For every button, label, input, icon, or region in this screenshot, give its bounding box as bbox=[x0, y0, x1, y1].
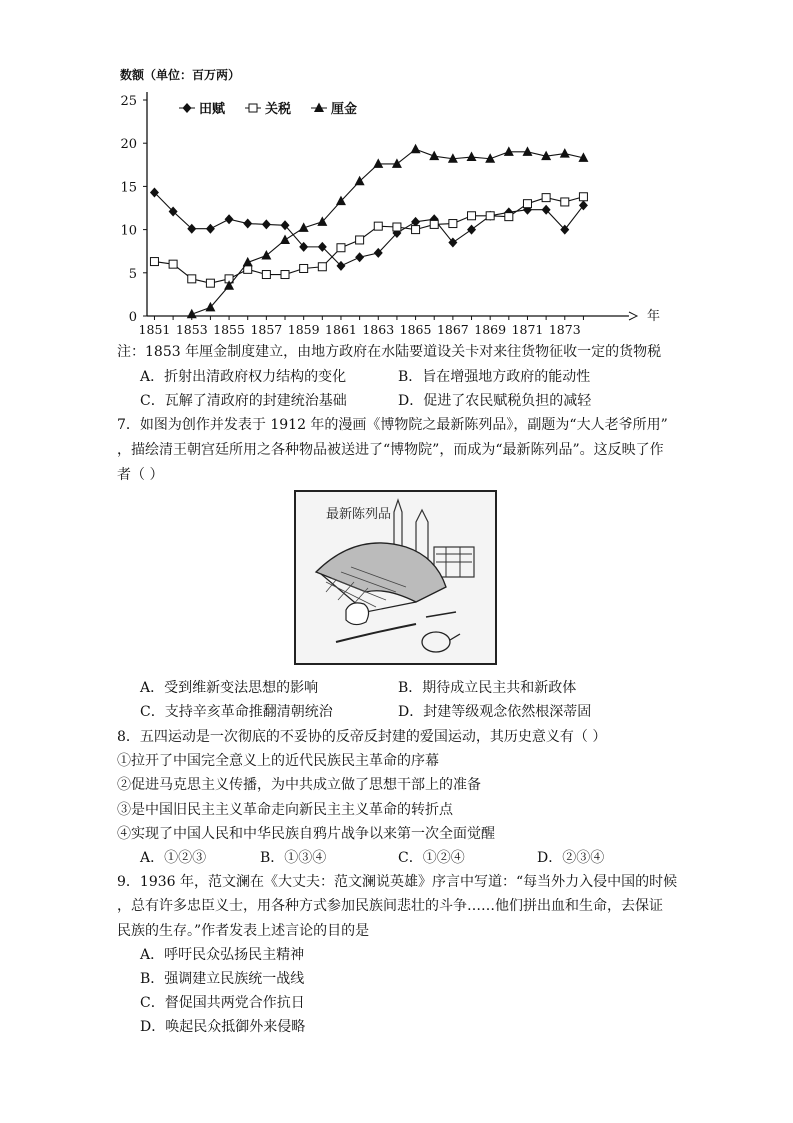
x-tick-label: 1869 bbox=[474, 322, 507, 337]
data-point-square bbox=[262, 271, 270, 279]
data-point-square bbox=[561, 198, 569, 206]
x-tick-label: 1865 bbox=[399, 322, 432, 337]
q9-stem-line-3: 民族的生存。”作者发表上述言论的目的是 bbox=[117, 923, 370, 939]
data-point-square bbox=[188, 275, 196, 283]
data-point-triangle bbox=[280, 234, 290, 244]
q8-stem: 8．五四运动是一次彻底的不妥协的反帝反封建的爱国运动，其历史意义有（ ） bbox=[117, 729, 607, 745]
x-tick-label: 1859 bbox=[287, 322, 320, 337]
data-point-square bbox=[374, 222, 382, 230]
y-tick-label: 0 bbox=[128, 310, 137, 325]
q6-option-b[interactable]: B．旨在增强地方政府的能动性 bbox=[398, 369, 591, 385]
q8-item-4: ④实现了中国人民和中华民族自鸦片战争以来第一次全面觉醒 bbox=[117, 826, 495, 842]
q7-stem-line-1: 7．如图为创作并发表于 1912 年的漫画《博物院之最新陈列品》，副题为“大人老爷所用” bbox=[117, 417, 668, 433]
cartoon-image bbox=[294, 490, 497, 665]
legend-label: 厘金 bbox=[331, 102, 358, 117]
data-point-diamond bbox=[262, 219, 271, 229]
q6-option-d[interactable]: D．促进了农民赋税负担的减轻 bbox=[398, 393, 592, 409]
data-point-diamond bbox=[225, 214, 234, 224]
q9-option-c[interactable]: C．督促国共两党合作抗日 bbox=[140, 995, 305, 1011]
q8-item-3: ③是中国旧民主主义革命走向新民主主义革命的转折点 bbox=[117, 802, 453, 818]
data-point-square bbox=[393, 223, 401, 231]
data-point-square bbox=[281, 271, 289, 279]
q7-option-c[interactable]: C．支持辛亥革命推翻清朝统治 bbox=[140, 704, 333, 720]
x-tick-label: 1867 bbox=[436, 322, 469, 337]
data-point-square bbox=[486, 212, 494, 220]
q7-stem-line-3: 者（ ） bbox=[117, 467, 164, 483]
data-point-square bbox=[542, 194, 550, 202]
y-tick-label: 20 bbox=[120, 137, 137, 153]
data-point-square bbox=[169, 260, 177, 268]
x-tick-label: 1873 bbox=[548, 322, 581, 337]
q7-option-b[interactable]: B．期待成立民主共和新政体 bbox=[398, 680, 577, 696]
q9-stem-line-1: 9．1936 年，范文澜在《大丈夫：范文澜说英雄》序言中写道：“每当外力入侵中国的时候 bbox=[117, 874, 678, 890]
data-point-square bbox=[449, 220, 457, 228]
x-tick-label: 1861 bbox=[325, 322, 357, 337]
data-point-triangle bbox=[355, 176, 365, 186]
data-point-square bbox=[468, 212, 476, 220]
x-axis-arrow bbox=[629, 312, 637, 320]
data-point-square bbox=[249, 104, 257, 112]
data-point-triangle bbox=[560, 148, 570, 158]
y-tick-label: 5 bbox=[128, 266, 137, 282]
data-point-triangle bbox=[504, 146, 514, 156]
x-tick-label: 1851 bbox=[138, 322, 171, 337]
q9-option-b[interactable]: B．强调建立民族统一战线 bbox=[140, 971, 305, 987]
data-point-square bbox=[150, 258, 158, 266]
y-tick-label: 15 bbox=[120, 180, 137, 196]
q7-option-a[interactable]: A．受到维新变法思想的影响 bbox=[140, 680, 319, 696]
q8-option-b[interactable]: B．①③④ bbox=[260, 850, 327, 866]
q8-item-2: ②促进马克思主义传播，为中共成立做了思想干部上的准备 bbox=[117, 777, 481, 793]
data-point-diamond bbox=[355, 252, 364, 262]
data-point-square bbox=[430, 220, 438, 228]
q6-option-a[interactable]: A．折射出清政府权力结构的变化 bbox=[140, 369, 347, 385]
x-axis-label: 年 bbox=[647, 309, 661, 324]
series-line-square bbox=[154, 197, 583, 283]
series-line-diamond bbox=[154, 192, 583, 265]
x-tick-label: 1871 bbox=[511, 322, 544, 337]
q9-option-d[interactable]: D．唤起民众抵御外来侵略 bbox=[140, 1019, 306, 1035]
data-point-square bbox=[356, 236, 364, 244]
q8-option-c[interactable]: C．①②④ bbox=[398, 850, 465, 866]
x-tick-label: 1855 bbox=[213, 322, 245, 337]
data-point-triangle bbox=[261, 250, 271, 260]
x-tick-label: 1857 bbox=[250, 322, 283, 337]
data-point-square bbox=[579, 193, 587, 201]
data-point-square bbox=[412, 226, 420, 234]
data-point-square bbox=[523, 200, 531, 208]
data-point-triangle bbox=[392, 158, 402, 168]
q9-option-a[interactable]: A．呼吁民众弘扬民主精神 bbox=[140, 947, 305, 963]
data-point-square bbox=[300, 264, 308, 272]
chart-note: 注：1853 年厘金制度建立，由地方政府在水陆要道设关卡对来往货物征收一定的货物税 bbox=[117, 344, 662, 360]
data-point-square bbox=[318, 263, 326, 271]
x-tick-label: 1863 bbox=[362, 322, 395, 337]
q7-stem-line-2: ，描绘清王朝宫廷所用之各种物品被送进了“博物院”，而成为“最新陈列品”。这反映了作 bbox=[117, 442, 664, 458]
x-tick-label: 1853 bbox=[175, 322, 208, 337]
cartoon-caption: 最新陈列品 bbox=[326, 507, 392, 522]
q9-stem-line-2: ，总有许多忠臣义士，用各种方式参加民族间悲壮的斗争……他们拼出血和生命，去保证 bbox=[117, 898, 663, 914]
q8-item-1: ①拉开了中国完全意义上的近代民族民主革命的序幕 bbox=[117, 753, 439, 769]
data-point-diamond bbox=[243, 219, 252, 229]
q6-option-c[interactable]: C．瓦解了清政府的封建统治基础 bbox=[140, 393, 347, 409]
revenue-line-chart bbox=[100, 86, 680, 346]
data-point-square bbox=[505, 213, 513, 221]
q8-option-d[interactable]: D．②③④ bbox=[537, 850, 605, 866]
data-point-diamond bbox=[183, 103, 192, 113]
chart-y-axis-label: 数额（单位：百万两） bbox=[120, 68, 241, 82]
legend-label: 关税 bbox=[265, 102, 292, 117]
q8-option-a[interactable]: A．①②③ bbox=[140, 850, 207, 866]
data-point-diamond bbox=[467, 225, 476, 235]
data-point-diamond bbox=[206, 224, 215, 234]
y-tick-label: 10 bbox=[120, 223, 137, 239]
data-point-triangle bbox=[522, 146, 532, 156]
legend-label: 田赋 bbox=[199, 102, 226, 117]
series-line-triangle bbox=[192, 149, 584, 314]
q7-option-d[interactable]: D．封建等级观念依然根深蒂固 bbox=[398, 704, 592, 720]
data-point-square bbox=[206, 279, 214, 287]
data-point-triangle bbox=[467, 152, 477, 162]
data-point-triangle bbox=[314, 103, 324, 113]
data-point-square bbox=[337, 244, 345, 252]
data-point-triangle bbox=[373, 158, 383, 168]
y-tick-label: 25 bbox=[120, 94, 137, 109]
data-point-triangle bbox=[411, 144, 421, 154]
